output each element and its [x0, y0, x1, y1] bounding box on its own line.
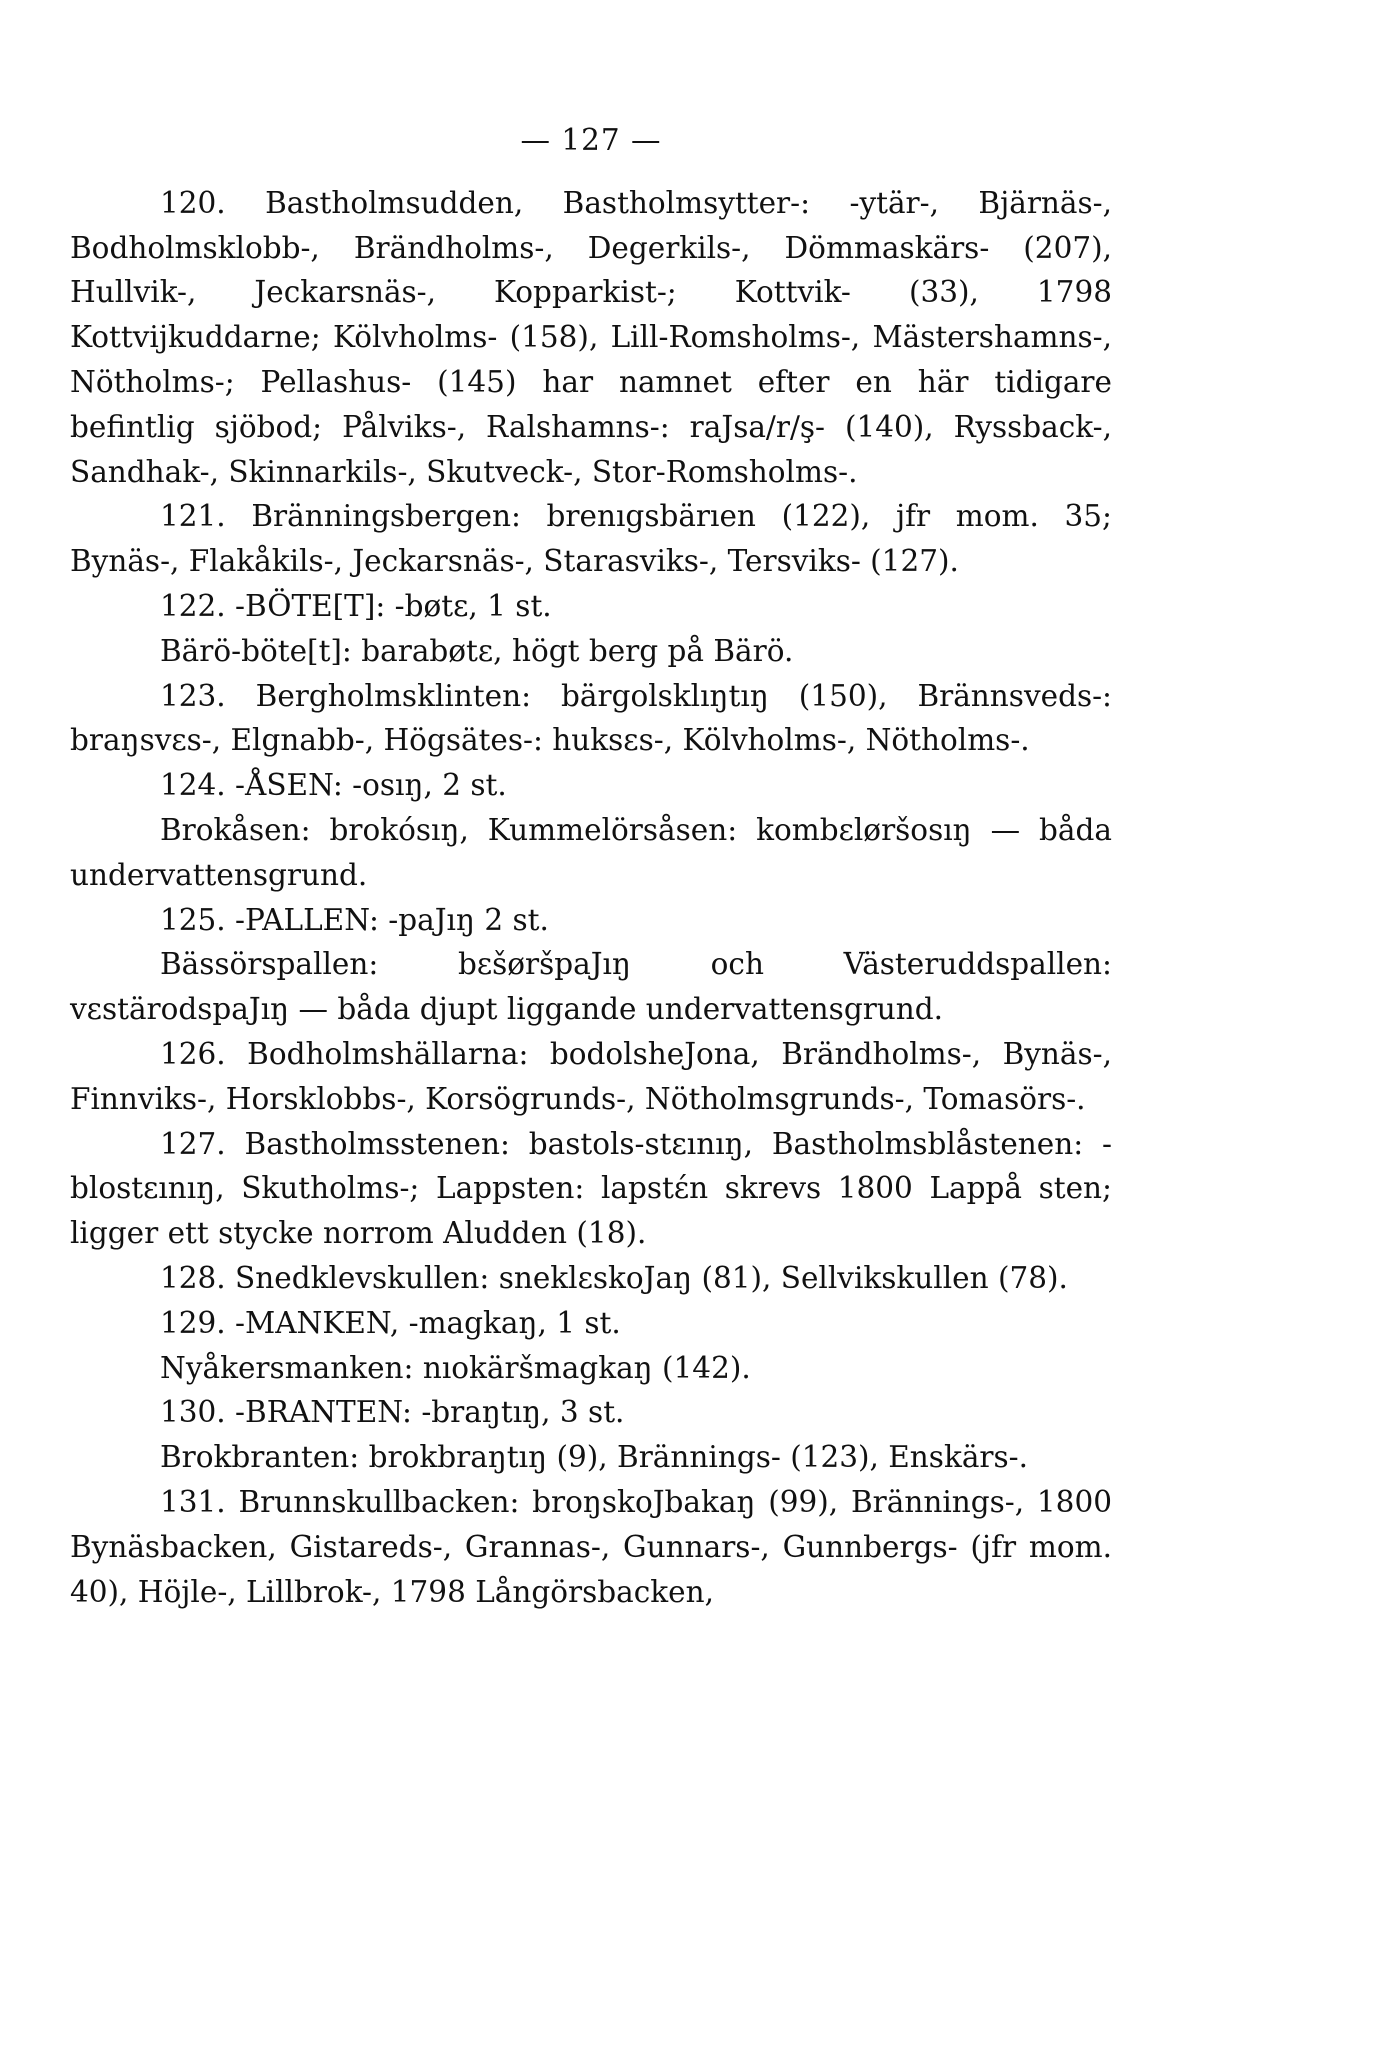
- paragraph-125: 125. -PALLEN: -paJıŋ 2 st.: [160, 902, 549, 937]
- paragraph-120: 120. Bastholmsudden, Bastholmsytter-: -ytär-, Bjärnäs-, Bodholmsklobb-, Brändholms-, Degerkils-, Dömmaskärs- (207), Hullvik-, Jeckarsnäs-, Kopparkist-; Kottvik- (33), 1798 Kottvijkuddarne; Kölvholms- (158), Lill-Romsholms-, Mästershamns-, Nötholms-; Pellashus- (145) har namnet efter en här tidigare befintlig sjöbod; Pålviks-, Ralshamns-: raJsa/r/ş- (140), Ryssback-, Sandhak-, Skinnarkils-, Skutveck-, Stor-Romsholms-.: [70, 185, 1112, 489]
- paragraph-121: 121. Bränningsbergen: brenıgsbärıen (122), jfr mom. 35; Bynäs-, Flakåkils-, Jeckarsnäs-, Starasviks-, Tersviks- (127).: [70, 499, 1112, 579]
- page: [70, 118, 1112, 1614]
- page-number: — 127 —: [520, 123, 662, 157]
- paragraph-126: 126. Bodholmshällarna: bodolsheJona, Brändholms-, Bynäs-, Finnviks-, Horsklobbs-, Korsögrunds-, Nötholmsgrunds-, Tomasörs-.: [70, 1036, 1112, 1116]
- paragraph-124: 124. -ÅSEN: -osıŋ, 2 st.: [160, 768, 507, 803]
- paragraph-130: 130. -BRANTEN: -braŋtıŋ, 3 st.: [160, 1395, 625, 1430]
- paragraph-130-sub: Brokbranten: brokbraŋtıŋ (9), Brännings- (123), Enskärs-.: [160, 1440, 1028, 1475]
- paragraph-131: 131. Brunnskullbacken: broŋskoJbakaŋ (99), Brännings-, 1800 Bynäsbacken, Gistareds-, Grannas-, Gunnars-, Gunnbergs- (jfr mom. 40), Höjle-, Lillbrok-, 1798 Långörsbacken,: [70, 1484, 1112, 1609]
- paragraph-128: 128. Snedklevskullen: sneklεskoJaŋ (81), Sellvikskullen (78).: [160, 1260, 1068, 1295]
- paragraph-127: 127. Bastholmsstenen: bastols-stεınıŋ, Bastholmsblåstenen: -blostεınıŋ, Skutholms-; Lappsten: lapstέn skrevs 1800 Lappå sten; ligger ett stycke norrom Aludden (18).: [70, 1126, 1112, 1251]
- paragraph-124-sub: Brokåsen: brokósıŋ, Kummelörsåsen: kombεløršosıŋ — båda undervattensgrund.: [70, 812, 1112, 892]
- paragraph-125-sub: Bässörspallen: bεšøršpaJıŋ och Västeruddspallen: vεstärodspaJıŋ — båda djupt liggande undervattensgrund.: [70, 947, 1112, 1027]
- paragraph-123: 123. Bergholmsklinten: bärgolsklıŋtıŋ (150), Brännsveds-: braŋsvεs-, Elgnabb-, Högsätes-: huksεs-, Kölvholms-, Nötholms-.: [70, 678, 1112, 758]
- paragraph-122-sub: Bärö-böte[t]: barabøtε, högt berg på Bärö.: [160, 633, 794, 668]
- paragraph-122: 122. -BÖTE[T]: -bøtε, 1 st.: [160, 588, 552, 623]
- paragraph-129: 129. -MANKEN, -magkaŋ, 1 st.: [160, 1305, 621, 1340]
- paragraph-129-sub: Nyåkersmanken: nıokäršmagkaŋ (142).: [160, 1350, 751, 1385]
